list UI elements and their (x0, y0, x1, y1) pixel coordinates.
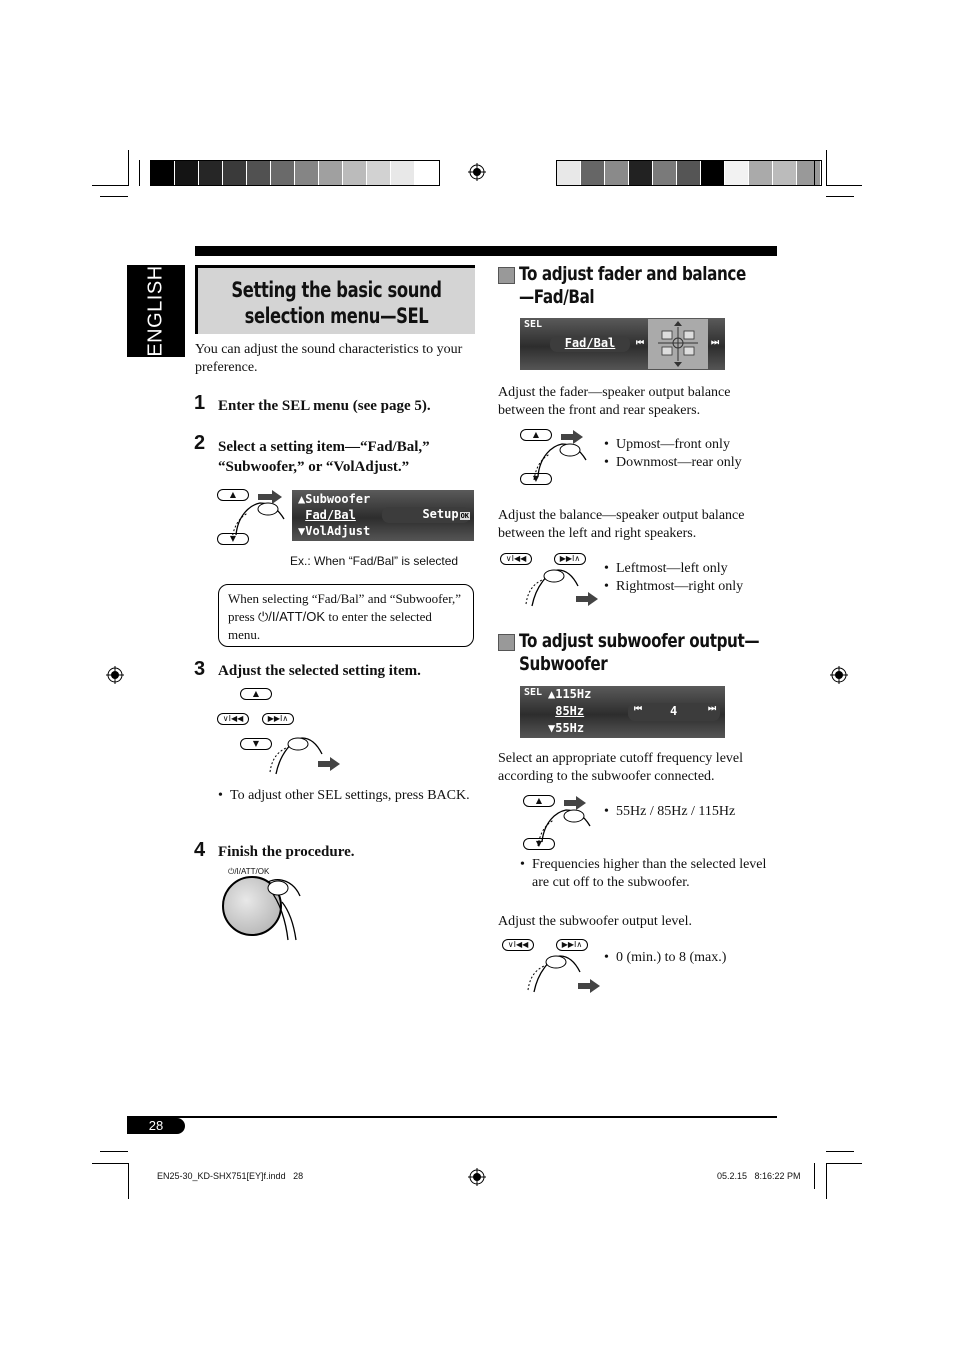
crop-mark (100, 1151, 128, 1152)
step-text: Select a setting item—“Fad/Bal,” “Subwoofer,” or “VolAdjust.” (218, 439, 430, 475)
registration-mark-icon (468, 1168, 486, 1186)
header-rule (195, 246, 777, 256)
footer-rule (127, 1116, 777, 1118)
subwoofer-display (520, 686, 725, 738)
footer-file-info: EN25-30_KD-SHX751[EY]f.indd 28 (157, 1171, 304, 1181)
arrow-icon (564, 800, 576, 806)
registration-mark-icon (468, 163, 486, 181)
crop-mark (128, 1163, 129, 1199)
knob-label: ⏻/I/ATT/OK (228, 867, 270, 876)
section-marker (498, 634, 515, 651)
finger-press-icon (526, 946, 586, 996)
arrow-icon (578, 983, 590, 989)
crop-mark (826, 150, 827, 186)
level-bullets (604, 949, 774, 967)
display-setup-field: Setup OK (382, 507, 470, 523)
cutoff-bullets (604, 803, 774, 821)
crop-mark (92, 1163, 128, 1164)
up-button[interactable]: ▲ (520, 429, 552, 441)
footer-timestamp: 05.2.15 8:16:22 PM (717, 1171, 801, 1181)
arrow-icon (561, 434, 573, 440)
step-text: Enter the SEL menu (see page 5). (218, 398, 431, 414)
prev-button[interactable]: ∨I◀◀ (217, 713, 249, 725)
up-button[interactable]: ▲ (523, 795, 555, 807)
subwoofer-level-value: 4 (670, 704, 678, 718)
intro-text: You can adjust the sound characteristics to your preference. (195, 342, 463, 375)
color-calibration-bar-left (150, 160, 440, 186)
arrow-icon (573, 430, 583, 444)
list-item: • Leftmost—left only (604, 560, 774, 578)
step-number: 4 (194, 839, 206, 861)
down-button[interactable]: ▼ (217, 533, 249, 545)
crop-mark (826, 185, 862, 186)
subwoofer-heading-line2: Subwoofer (519, 653, 608, 675)
up-button[interactable]: ▲ (217, 489, 249, 501)
crop-mark (92, 185, 128, 186)
fad-bal-heading-line1: To adjust fader and balance (519, 263, 746, 285)
step-text: Finish the procedure. (218, 844, 355, 860)
crop-mark (826, 196, 854, 197)
finger-press-icon (260, 872, 310, 942)
arrow-icon (272, 490, 282, 504)
finger-press-icon (268, 728, 328, 778)
frequency-note (520, 856, 776, 892)
section-marker (498, 267, 515, 284)
power-att-ok-button-label: ⏻/I/ATT/OK (257, 609, 326, 624)
language-tab (127, 265, 185, 357)
crop-mark (826, 1151, 854, 1152)
arrow-icon (330, 757, 340, 771)
page-title-line1: Setting the basic sound (231, 278, 442, 302)
arrow-icon (576, 796, 586, 810)
note-box: When selecting “Fad/Bal” and “Subwoofer,” press ⏻/I/ATT/OK to enter the selected menu. (218, 584, 474, 647)
cutoff-description: Select an appropriate cutoff frequency level according to the subwoofer connected. (498, 751, 744, 784)
registration-mark-icon (106, 666, 124, 684)
prev-button[interactable]: ∨I◀◀ (500, 553, 532, 565)
page-title-line2: selection menu—SEL (244, 304, 429, 328)
up-button[interactable]: ▲ (240, 688, 272, 700)
list-item: • Rightmost—right only (604, 578, 774, 596)
step-number: 1 (194, 392, 206, 414)
next-button[interactable]: ▶▶I∧ (262, 713, 294, 725)
speaker-layout-icon (648, 319, 708, 369)
arrow-icon (318, 761, 330, 767)
display-line-fadbal: Fad/Bal (305, 508, 356, 522)
step-number: 2 (194, 432, 206, 454)
next-icon: ⏭ (708, 704, 717, 714)
page-number: 28 (127, 1118, 185, 1134)
balance-description: Adjust the balance—speaker output balance between the left and right speakers. (498, 508, 745, 541)
list-item: • Upmost—front only (604, 436, 774, 454)
crop-mark (826, 1163, 862, 1164)
next-icon: ⏭ (711, 338, 720, 348)
list-item: • To adjust other SEL settings, press BACK. (218, 787, 474, 805)
balance-bullets (604, 560, 774, 596)
display-line-voladjust: ▼VolAdjust (298, 524, 371, 538)
example-caption: Ex.: When “Fad/Bal” is selected (290, 554, 459, 568)
prev-icon: ⏮ (636, 338, 645, 348)
display-freq-85: 85Hz (555, 704, 585, 718)
prev-button[interactable]: ∨I◀◀ (502, 939, 534, 951)
display-sel-label: SEL (524, 319, 543, 330)
level-description: Adjust the subwoofer output level. (498, 914, 693, 929)
crop-mark (814, 1163, 815, 1189)
display-freq-55: ▼55Hz (548, 721, 585, 735)
list-item: • Downmost—rear only (604, 454, 774, 472)
color-calibration-bar-right (556, 160, 822, 186)
crop-mark (826, 1163, 827, 1199)
arrow-icon (590, 979, 600, 993)
display-level-field (628, 703, 720, 721)
prev-icon: ⏮ (634, 704, 643, 714)
step-number: 3 (194, 658, 206, 680)
registration-mark-icon (830, 666, 848, 684)
list-item: • 0 (min.) to 8 (max.) (604, 949, 774, 967)
display-sel-label: SEL (524, 687, 543, 698)
display-fadbal-label: Fad/Bal (550, 336, 630, 352)
display-line-subwoofer: ▲Subwoofer (298, 492, 371, 506)
down-button[interactable]: ▼ (523, 838, 555, 850)
next-button[interactable]: ▶▶I∧ (554, 553, 586, 565)
crop-mark (139, 160, 140, 186)
sel-menu-display (292, 490, 474, 541)
down-button[interactable]: ▼ (520, 473, 552, 485)
finger-press-icon (524, 560, 584, 610)
next-button[interactable]: ▶▶I∧ (556, 939, 588, 951)
arrow-icon (576, 596, 588, 602)
page-title-box (195, 265, 475, 334)
arrow-icon (258, 494, 272, 500)
display-freq-115: ▲115Hz (548, 687, 592, 701)
fader-description: Adjust the fader—speaker output balance between the front and rear speakers. (498, 385, 731, 418)
step-text: Adjust the selected setting item. (218, 663, 421, 679)
list-item: • Frequencies higher than the selected level are cut off to the subwoofer. (520, 856, 776, 892)
language-tab-label: ENGLISH (144, 265, 167, 357)
list-item: • 55Hz / 85Hz / 115Hz (604, 803, 774, 821)
fad-bal-heading-line2: —Fad/Bal (519, 286, 595, 308)
arrow-icon (588, 592, 598, 606)
down-button[interactable]: ▼ (240, 738, 272, 750)
crop-mark (814, 160, 815, 186)
step3-bullets (218, 787, 474, 805)
crop-mark (128, 150, 129, 186)
crop-mark (100, 196, 128, 197)
fad-bal-display (520, 318, 725, 370)
fader-bullets (604, 436, 774, 472)
subwoofer-heading-line1: To adjust subwoofer output— (519, 630, 760, 652)
